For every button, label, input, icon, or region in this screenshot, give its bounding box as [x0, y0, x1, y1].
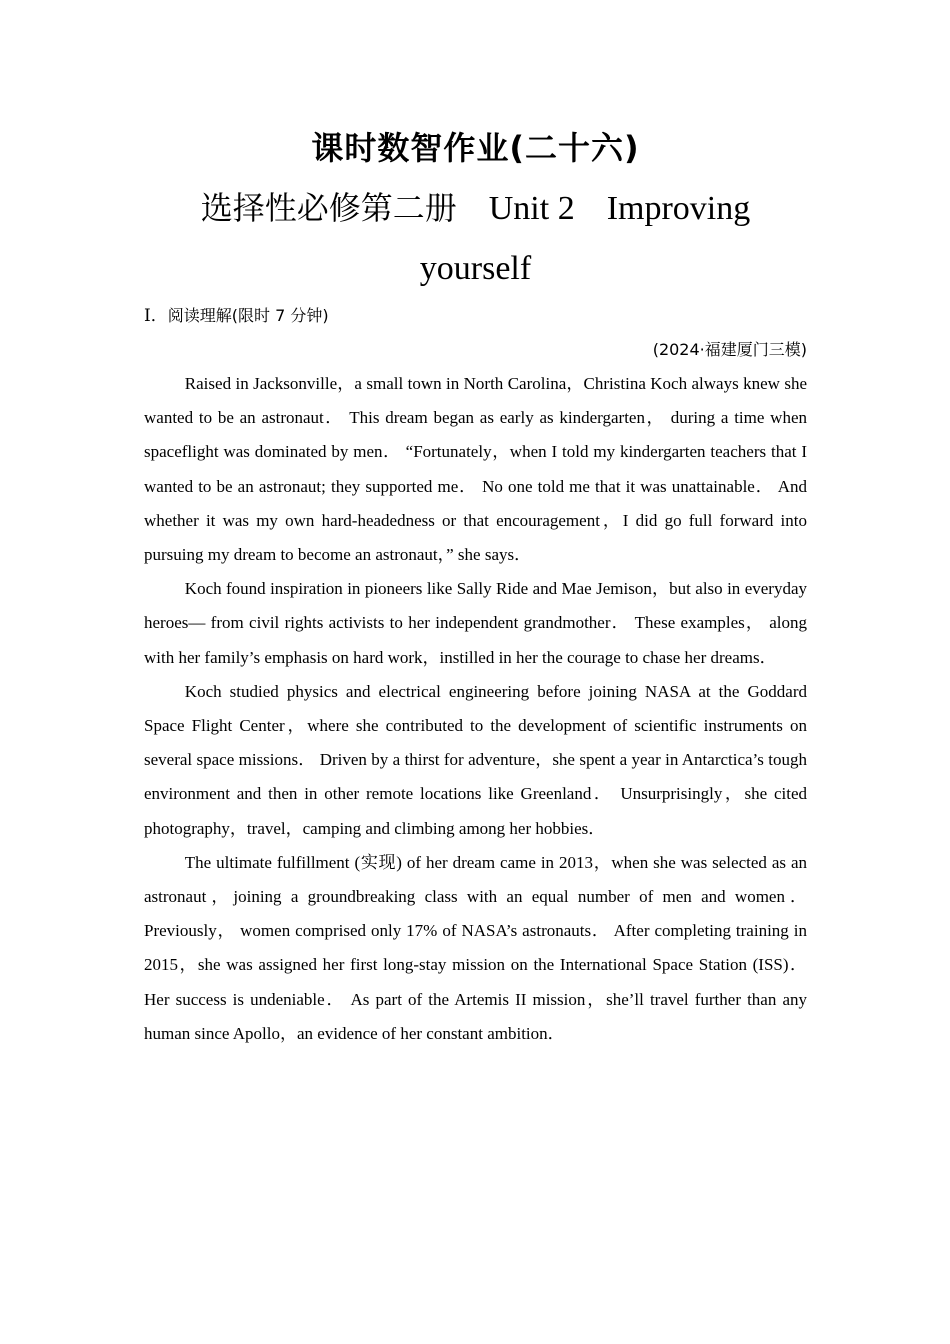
subtitle-book: 选择性必修第二册 [200, 189, 457, 227]
subtitle-unit: Unit 2 [488, 190, 575, 227]
paragraph: Koch studied physics and electrical engineering before joining NASA at the Goddard Space Flight Center，where she contributed to the development of scientific instruments on several space missions． Driven by a thirst for adventure，she spent a year in Antarctica’s tough environment and then in other remote locations like Greenland． Unsurprisingly，she cited photography，travel，camping and climbing among her hobbies． [144, 681, 807, 838]
paragraph: Raised in Jacksonville，a small town in North Carolina，Christina Koch always knew she wanted to be an astronaut． This dream began as early as kindergarten， during a time when spaceflight was dominated by men． “Fortunately，when I told my kindergarten teachers that I wanted to be an astronaut; they supported me． No one told me that it was unattainable． And whether it was my own hard-headedness or that encouragement，I did go full forward into pursuing my dream to become an astronaut，” she says． [144, 374, 807, 565]
section-heading [144, 299, 807, 333]
page-title: 课时数智作业(二十六) [311, 129, 640, 167]
page-subtitle [144, 178, 807, 299]
section-numeral: Ⅰ． [144, 306, 168, 325]
section-time: (限时 7 分钟) [231, 306, 329, 325]
document-page [144, 118, 807, 1051]
source-note [144, 333, 807, 367]
section-name: 阅读理解 [167, 306, 232, 325]
subtitle-topic: Improving yourself [419, 190, 751, 287]
paragraph: The ultimate fulfillment (实现) of her dream came in 2013，when she was selected as an astronaut，joining a groundbreaking class with an equal number of men and women． Previously， women comprised only 17% of NASA’s astronauts． After completing training in 2015，she was assigned her first long-stay mission on the International Space Station (ISS)． Her success is undeniable． As part of the Artemis II mission，she’ll travel further than any human since Apollo，an evidence of her constant ambition． [144, 852, 807, 1043]
source-text: (2024·福建厦门三模) [652, 340, 807, 359]
paragraph: Koch found inspiration in pioneers like Sally Ride and Mae Jemison，but also in everyday heroes— from civil rights activists to her independent grandmother． These examples， along with her family’s emphasis on hard work，instilled in her the courage to chase her dreams． [144, 579, 807, 667]
